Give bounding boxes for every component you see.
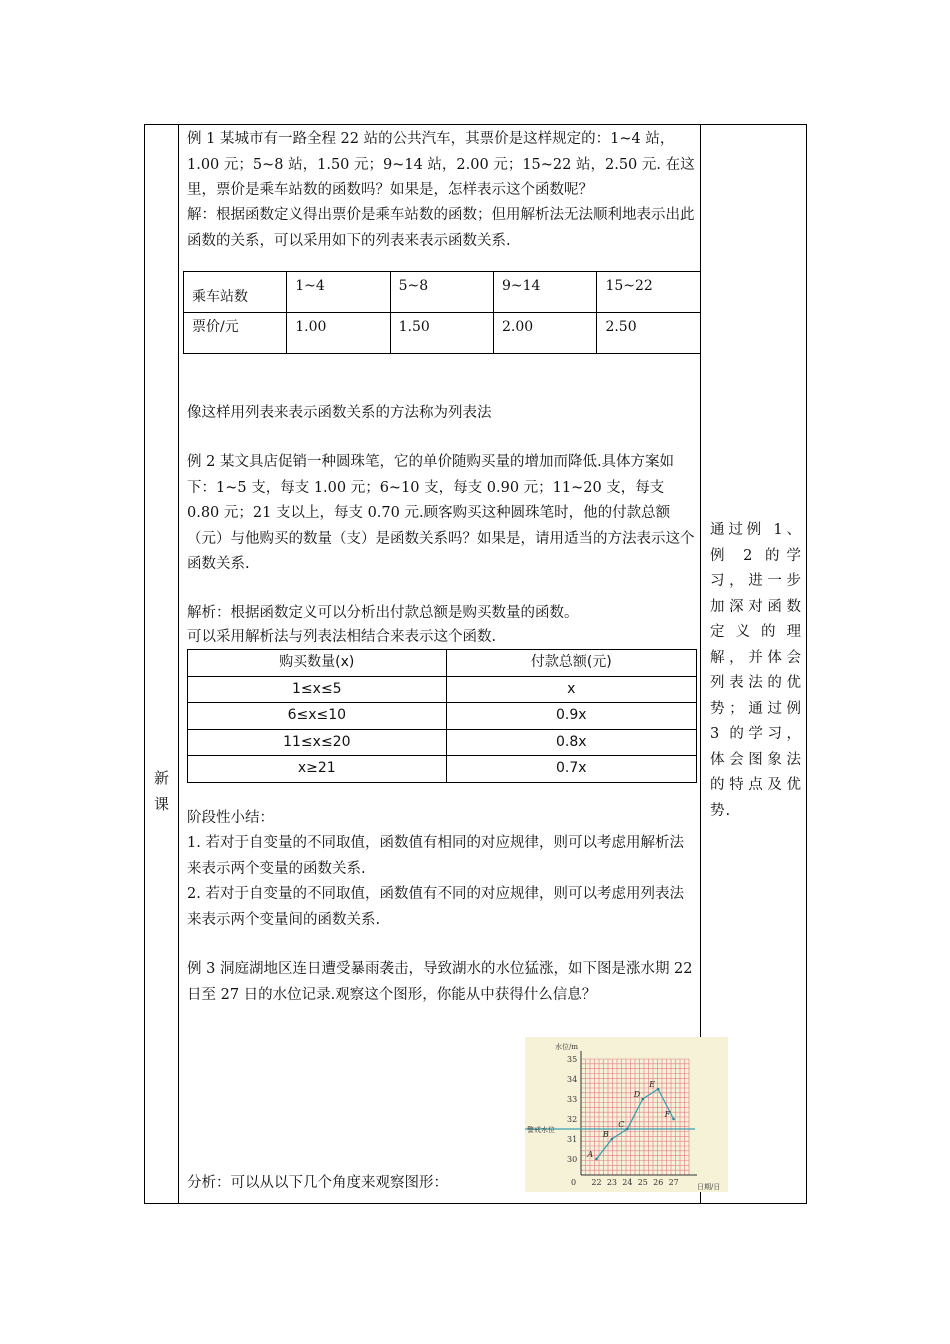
water-level-chart-svg — [525, 1037, 728, 1192]
point-label: B — [602, 1130, 609, 1139]
teaching-note: 通过例 1、例 2 的学习，进一步加深对函数定义的理解，并体会列表法的优势；通过例 3 的学习，体会图象法的特点及优势. — [710, 522, 802, 819]
summary-title: 阶段性小结： — [187, 810, 274, 826]
x-tick-label: 25 — [637, 1178, 648, 1187]
station-cell: 15~22 — [597, 272, 701, 313]
row-label-char: 课 — [153, 795, 169, 813]
ticket-table — [183, 271, 701, 354]
payment-table — [187, 649, 697, 783]
data-point — [611, 1138, 614, 1141]
origin-label: 0 — [571, 1178, 577, 1187]
y-tick-label: 31 — [567, 1135, 578, 1144]
y-tick-label: 30 — [567, 1155, 578, 1164]
point-label: F — [664, 1110, 671, 1119]
example3-text: 例 3 洞庭湖地区连日遭受暴雨袭击，导致湖水的水位猛涨，如下图是涨水期 22 日至 27 日的水位记录.观察这个图形，你能从中获得什么信息？ — [187, 961, 693, 1003]
summary-item-1: 1. 若对于自变量的不同取值，函数值有相同的对应规律，则可以考虑用解析法来表示两个变量的函数关系. — [187, 835, 684, 877]
station-cell: 9~14 — [493, 272, 596, 313]
y-axis-label: 水位/m — [555, 1043, 578, 1051]
warning-level-label: 警戒水位 — [527, 1126, 555, 1134]
amount-cell: 0.7x — [446, 756, 696, 783]
range-cell: 11≤x≤20 — [188, 729, 447, 756]
example2-analysis-2: 可以采用解析法与列表法相结合来表示这个函数. — [187, 629, 497, 645]
summary-item-2: 2. 若对于自变量的不同取值，函数值有不同的对应规律，则可以考虑用列表法来表示两个变量间的函数关系. — [187, 886, 684, 928]
x-tick-label: 27 — [668, 1178, 679, 1187]
example2-text: 例 2 某文具店促销一种圆珠笔，它的单价随购买量的增加而降低.具体方案如下：1~5 支，每支 1.00 元；6~10 支，每支 0.90 元；11~20 支，每支 0.80 元；21 支以上，每支 0.70 元.顾客购买这种圆珠笔时，他的付款总额（元）与他购买的数量（支）是函数关系吗？如果是，请用适当的方法表示这个函数关系. — [187, 454, 695, 572]
amount-cell: 0.9x — [446, 703, 696, 730]
y-tick-label: 35 — [567, 1055, 578, 1064]
data-point — [657, 1088, 660, 1091]
point-label: A — [587, 1150, 594, 1159]
price-cell: 1.00 — [287, 313, 390, 354]
example1-text: 例 1 某城市有一路全程 22 站的公共汽车，其票价是这样规定的：1~4 站，1.00 元；5~8 站，1.50 元；9~14 站，2.00 元；15~22 站，2.50 元. 在这里，票价是乘车站数的函数吗？如果是，怎样表示这个函数呢？ — [187, 131, 695, 198]
price-cell: 1.50 — [390, 313, 493, 354]
price-cell: 2.50 — [597, 313, 701, 354]
point-label: D — [633, 1090, 641, 1099]
header-cell: 购买数量(x) — [188, 650, 447, 677]
range-cell: 1≤x≤5 — [188, 676, 447, 703]
example1-solution: 解：根据函数定义得出票价是乘车站数的函数；但用解析法无法顺利地表示出此函数的关系，可以采用如下的列表来表示函数关系. — [187, 207, 695, 249]
amount-cell: x — [446, 676, 696, 703]
row-label — [145, 765, 178, 817]
water-level-chart — [525, 1037, 728, 1192]
lesson-table — [144, 124, 807, 1204]
y-tick-label: 34 — [567, 1075, 578, 1084]
x-tick-label: 26 — [653, 1178, 664, 1187]
y-tick-label: 32 — [567, 1115, 578, 1124]
y-tick-label: 33 — [567, 1095, 578, 1104]
point-label: E — [649, 1080, 655, 1089]
x-tick-label: 22 — [591, 1178, 602, 1187]
amount-cell: 0.8x — [446, 729, 696, 756]
data-point — [641, 1098, 644, 1101]
example3-analysis: 分析：可以从以下几个角度来观察图形： — [187, 1175, 448, 1191]
x-tick-label: 24 — [622, 1178, 633, 1187]
list-method-definition: 像这样用列表来表示函数关系的方法称为列表法 — [187, 405, 492, 421]
range-cell: x≥21 — [188, 756, 447, 783]
row-label-char: 新 — [153, 769, 169, 787]
point-label: C — [618, 1120, 625, 1129]
example2-analysis: 解析：根据函数定义可以分析出付款总额是购买数量的函数。 — [187, 605, 579, 621]
stations-label: 乘车站数 — [184, 272, 287, 313]
station-cell: 1~4 — [287, 272, 390, 313]
range-cell: 6≤x≤10 — [188, 703, 447, 730]
data-point — [672, 1118, 675, 1121]
column-divider — [178, 125, 179, 1203]
data-point — [626, 1128, 629, 1131]
x-tick-label: 23 — [606, 1178, 618, 1187]
header-cell: 付款总额(元) — [446, 650, 696, 677]
price-label: 票价/元 — [184, 313, 287, 354]
station-cell: 5~8 — [390, 272, 493, 313]
price-cell: 2.00 — [493, 313, 596, 354]
x-axis-label: 日期/日 — [697, 1183, 721, 1191]
data-point — [595, 1158, 598, 1161]
